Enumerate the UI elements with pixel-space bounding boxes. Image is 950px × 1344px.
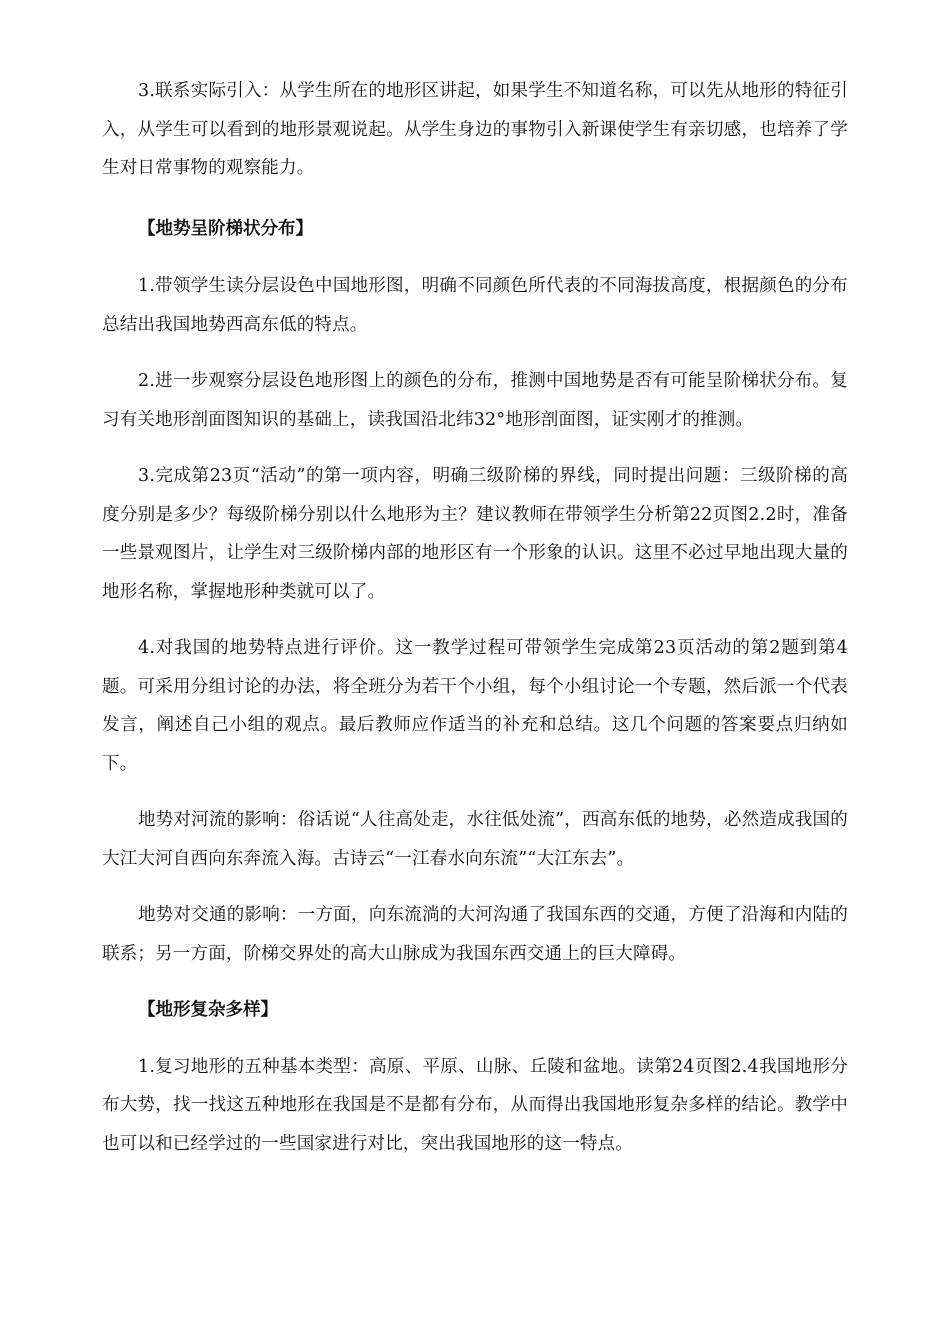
paragraph-intro-3: 3.联系实际引入：从学生所在的地形区讲起，如果学生不知道名称，可以先从地形的特征引入，从学生可以看到的地形景观说起。从学生身边的事物引入新课使学生有亲切感，也培养了学生对日常事物的观察能力。 — [102, 81, 848, 178]
paragraph-steps-3: 3.完成第23页“活动”的第一项内容，明确三级阶梯的界线，同时提出问题：三级阶梯的高度分别是多少？每级阶梯分别以什么地形为主？建议教师在带领学生分析第22页图2.2时，准备一些景观图片，让学生对三级阶梯内部的地形区有一个形象的认识。这里不必过早地出现大量的地形名称，掌握地形种类就可以了。 — [102, 466, 848, 602]
paragraph-steps-2: 2.进一步观察分层设色地形图上的颜色的分布，推测中国地势是否有可能呈阶梯状分布。复习有关地形剖面图知识的基础上，读我国沿北纬32°地形剖面图，证实刚才的推测。 — [102, 371, 848, 430]
section-heading-terrain-diversity: 【地形复杂多样】 — [138, 1000, 278, 1020]
section-heading-terrain-steps: 【地势呈阶梯状分布】 — [138, 218, 313, 239]
document-page — [102, 72, 848, 1181]
paragraph-steps-4: 4.对我国的地势特点进行评价。这一教学过程可带领学生完成第23页活动的第2题到第4题。可采用分组讨论的办法，将全班分为若干个小组，每个小组讨论一个专题，然后派一个代表发言，阐述自己小组的观点。最后教师应作适当的补充和总结。这几个问题的答案要点归纳如下。 — [102, 638, 848, 774]
paragraph-transport-influence: 地势对交通的影响：一方面，向东流淌的大河沟通了我国东西的交通，方便了沿海和内陆的联系；另一方面，阶梯交界处的高大山脉成为我国东西交通上的巨大障碍。 — [102, 905, 848, 964]
paragraph-steps-1: 1.带领学生读分层设色中国地形图，明确不同颜色所代表的不同海拔高度，根据颜色的分布总结出我国地势西高东低的特点。 — [102, 276, 848, 335]
paragraph-river-influence: 地势对河流的影响：俗话说“人往高处走，水往低处流”，西高东低的地势，必然造成我国的大江大河自西向东奔流入海。古诗云“一江春水向东流”“大江东去”。 — [102, 810, 848, 869]
paragraph-diversity-1: 1.复习地形的五种基本类型：高原、平原、山脉、丘陵和盆地。读第24页图2.4我国地形分布大势，找一找这五种地形在我国是不是都有分布，从而得出我国地形复杂多样的结论。教学中也可以和已经学过的一些国家进行对比，突出我国地形的这一特点。 — [102, 1056, 848, 1154]
